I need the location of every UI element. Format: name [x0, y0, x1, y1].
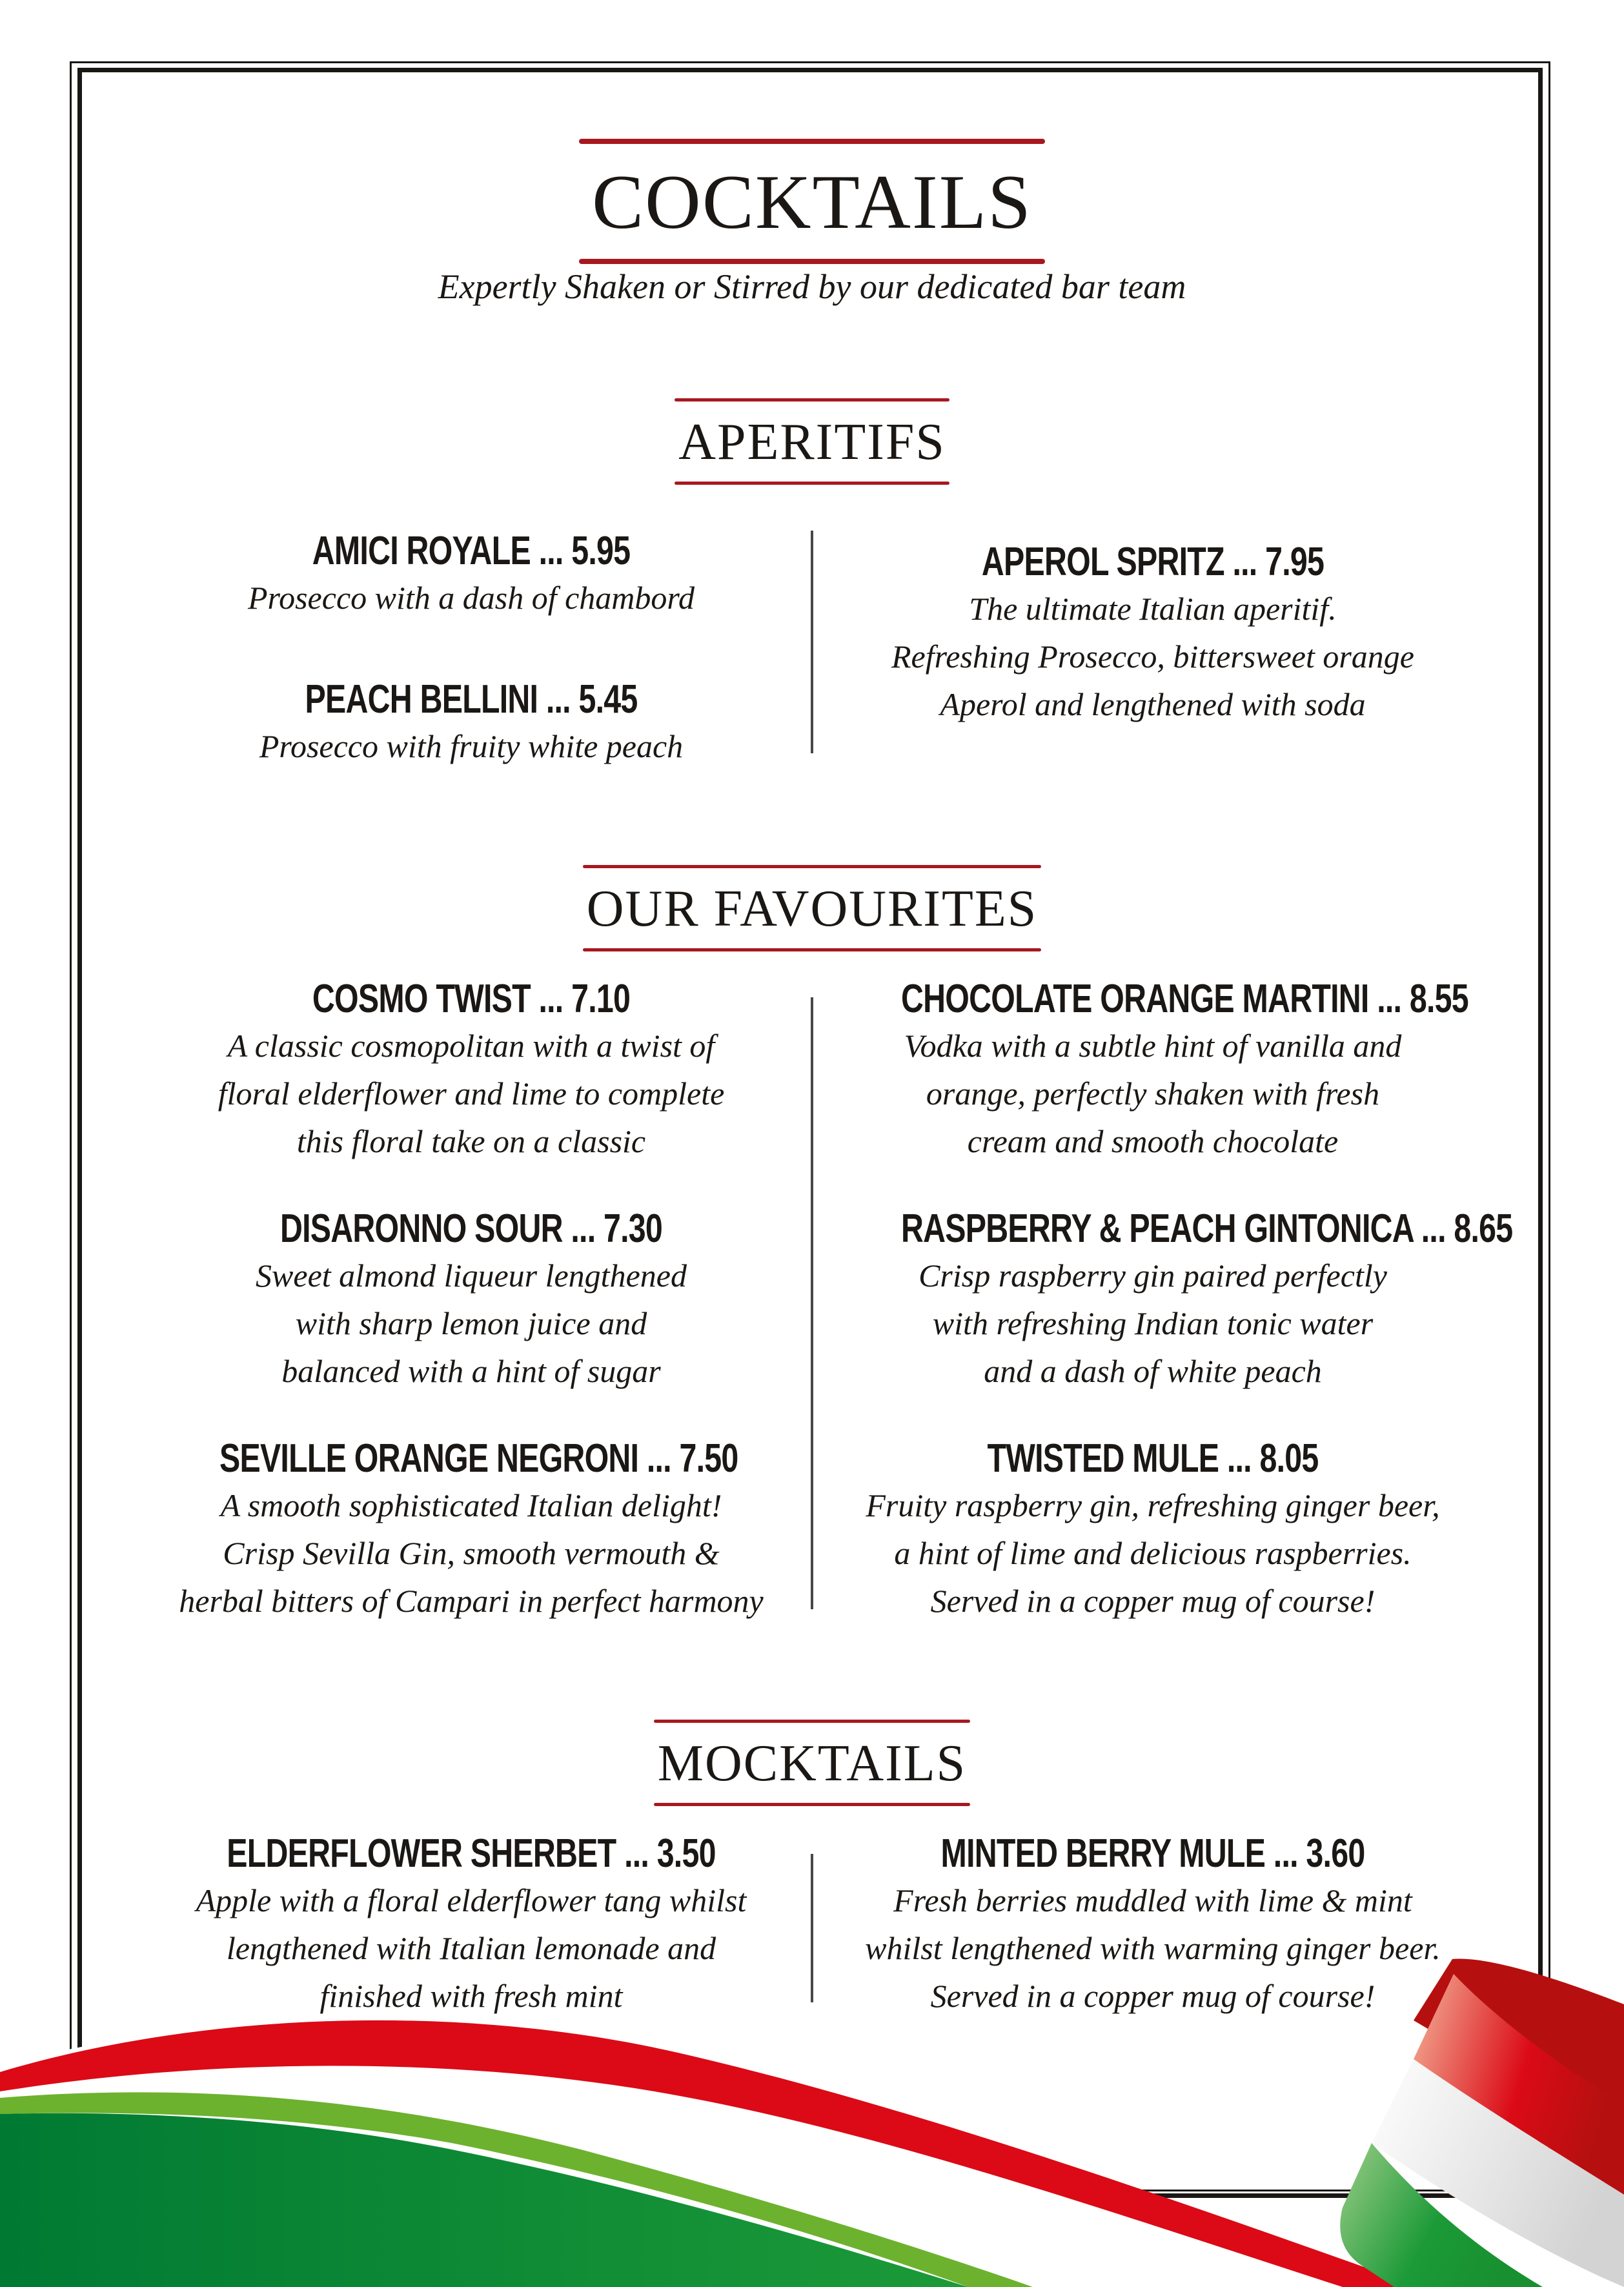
item-description: orange, perfectly shaken with fresh: [926, 1075, 1380, 1112]
item-description: A smooth sophisticated Italian delight!: [220, 1487, 722, 1524]
item-description: whilst lengthened with warming ginger beer.: [865, 1930, 1441, 1967]
item-description: balanced with a hint of sugar: [281, 1353, 661, 1390]
item-description: The ultimate Italian aperitif.: [969, 591, 1337, 627]
item-name-price: RASPBERRY & PEACH GINTONICA ... 8.65: [901, 1206, 1513, 1251]
item-description: Vodka with a subtle hint of vanilla and: [904, 1028, 1402, 1064]
item-description: herbal bitters of Campari in perfect harmony: [179, 1583, 764, 1620]
item-name-price: ELDERFLOWER SHERBET ... 3.50: [227, 1831, 716, 1876]
section-heading-label: APERITIFS: [678, 414, 946, 471]
item-name-price: DISARONNO SOUR ... 7.30: [279, 1206, 663, 1251]
item-description: with sharp lemon juice and: [295, 1305, 647, 1342]
item-description: cream and smooth chocolate: [967, 1123, 1339, 1160]
menu-title: COCKTAILS: [592, 159, 1032, 245]
item-description: finished with fresh mint: [320, 1978, 623, 2015]
item-name-price: APEROL SPRITZ ... 7.95: [981, 540, 1325, 584]
item-name-price: CHOCOLATE ORANGE MARTINI ... 8.55: [901, 977, 1468, 1021]
section-heading-label: MOCKTAILS: [657, 1735, 967, 1792]
item-description: and a dash of white peach: [984, 1353, 1322, 1390]
item-name-price: AMICI ROYALE ... 5.95: [312, 529, 631, 573]
item-description: lengthened with Italian lemonade and: [226, 1930, 716, 1967]
item-description: Crisp Sevilla Gin, smooth vermouth &: [223, 1535, 720, 1572]
item-name-price: SEVILLE ORANGE NEGRONI ... 7.50: [219, 1436, 738, 1481]
item-description: Prosecco with a dash of chambord: [247, 580, 695, 616]
item-description: Served in a copper mug of course!: [930, 1583, 1375, 1620]
item-description: a hint of lime and delicious raspberries.: [894, 1535, 1412, 1572]
menu-tagline: Expertly Shaken or Stirred by our dedicated bar team: [438, 267, 1186, 306]
item-description: Apple with a floral elderflower tang whilst: [196, 1882, 747, 1919]
item-name-price: PEACH BELLINI ... 5.45: [305, 677, 638, 722]
item-description: Fruity raspberry gin, refreshing ginger beer,: [866, 1487, 1440, 1524]
item-description: Fresh berries muddled with lime & mint: [893, 1882, 1412, 1919]
item-description: Aperol and lengthened with soda: [940, 686, 1366, 723]
item-description: floral elderflower and lime to complete: [218, 1075, 725, 1112]
item-description: Refreshing Prosecco, bittersweet orange: [891, 638, 1414, 675]
item-description: Served in a copper mug of course!: [930, 1978, 1375, 2015]
item-description: Sweet almond liqueur lengthened: [256, 1257, 687, 1294]
section-heading-label: OUR FAVOURITES: [586, 880, 1038, 937]
item-description: A classic cosmopolitan with a twist of: [227, 1028, 715, 1064]
item-description: Crisp raspberry gin paired perfectly: [919, 1257, 1387, 1294]
item-name-price: TWISTED MULE ... 8.05: [987, 1436, 1319, 1481]
item-description: this floral take on a classic: [296, 1123, 646, 1160]
item-description: Prosecco with fruity white peach: [259, 728, 684, 765]
item-description: with refreshing Indian tonic water: [932, 1305, 1374, 1342]
item-name-price: MINTED BERRY MULE ... 3.60: [940, 1831, 1365, 1876]
item-name-price: COSMO TWIST ... 7.10: [312, 977, 631, 1021]
